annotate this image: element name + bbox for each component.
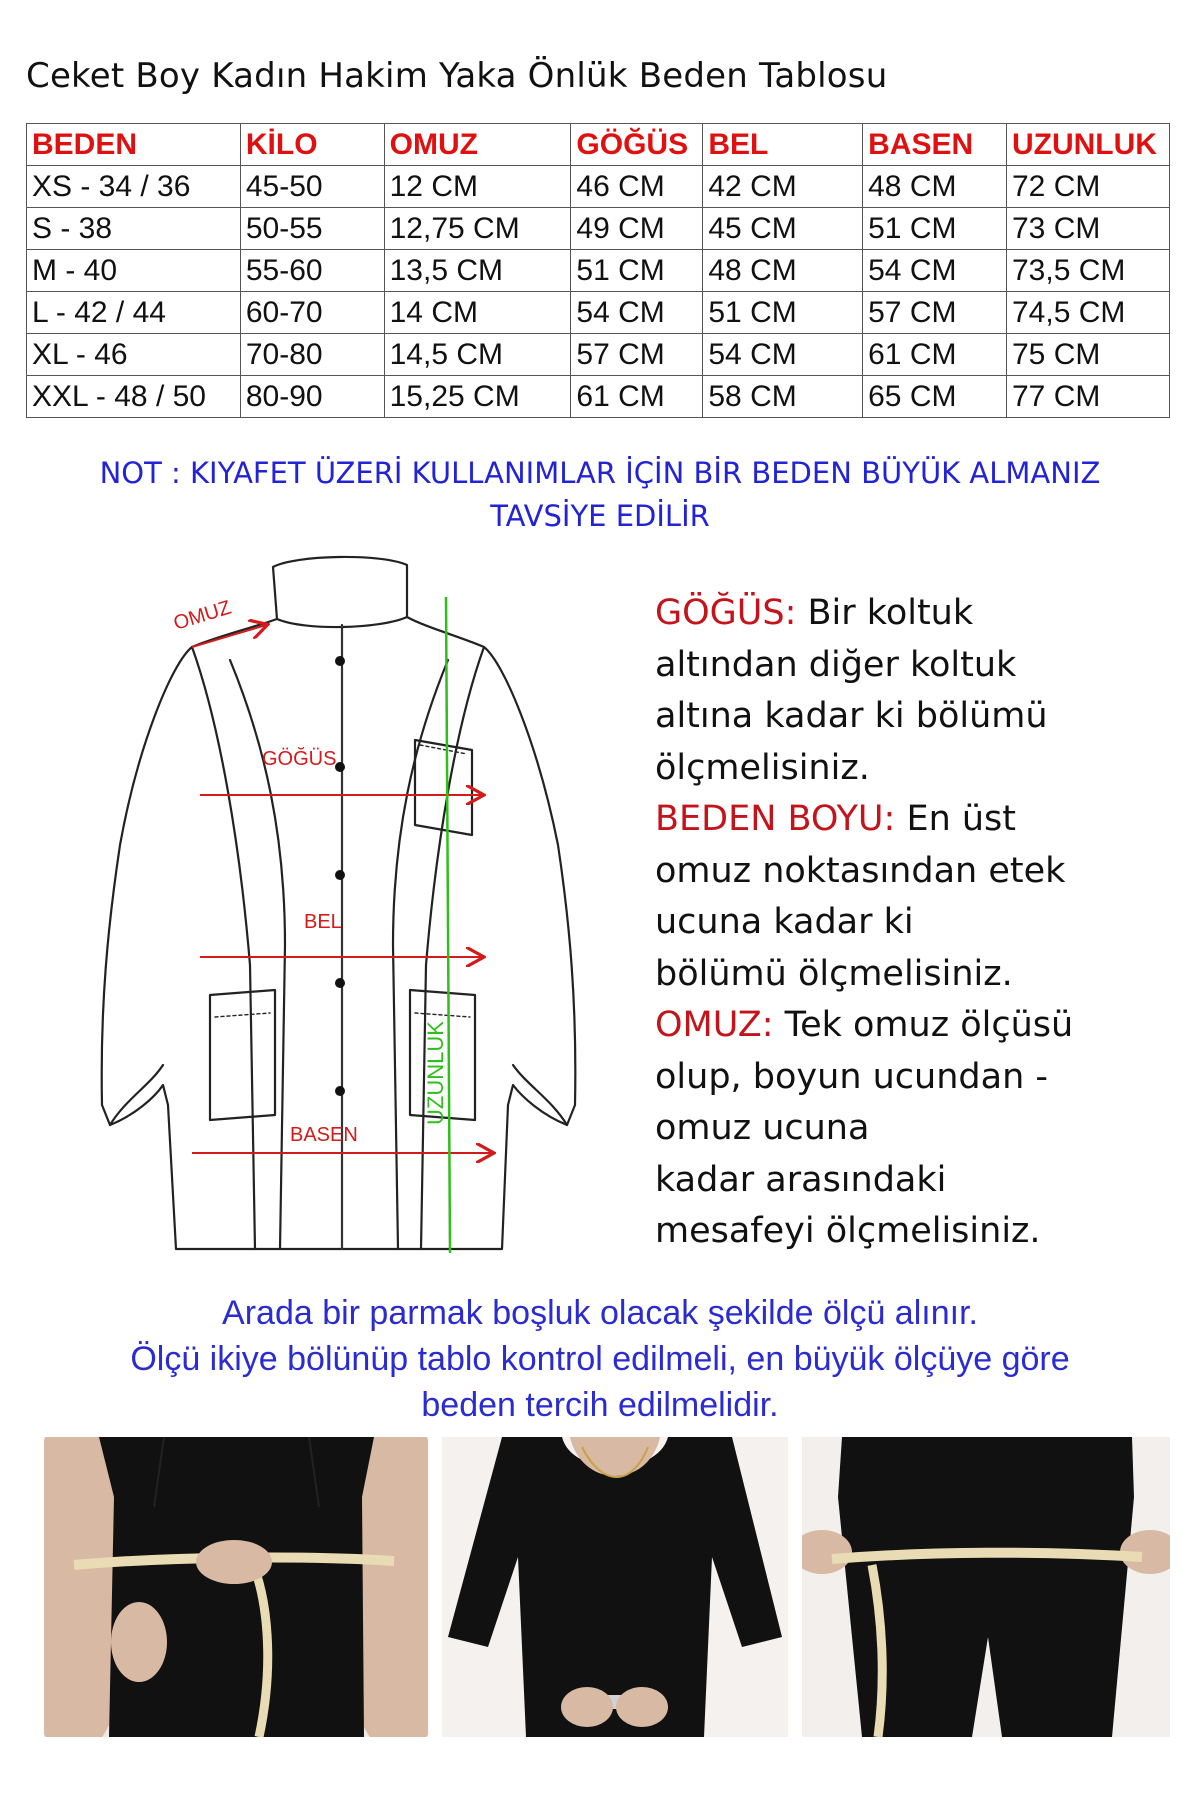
table-cell: 61 CM [863,334,1007,376]
header-beden: BEDEN [27,124,241,166]
table-cell: 14,5 CM [384,334,571,376]
basen-label: BASEN [290,1124,358,1146]
description-text: ölçmelisiniz. [655,747,870,788]
table-cell: 74,5 CM [1006,292,1169,334]
table-cell: 51 CM [571,250,703,292]
table-cell: 45-50 [240,166,384,208]
description-text: Bir koltuk [796,593,974,633]
size-note-line-2: TAVSİYE EDİLİR [490,499,710,533]
table-cell: 46 CM [571,166,703,208]
page-title: Ceket Boy Kadın Hakim Yaka Önlük Beden Tablosu [26,56,888,96]
table-cell: 73,5 CM [1006,250,1169,292]
table-cell: 48 CM [703,250,863,292]
gogus-description [655,588,1175,640]
description-text: olup, boyun ucundan - [655,1056,1049,1097]
description-text: Tek omuz ölçüsü [773,1005,1074,1045]
description-text: altından diğer koltuk [655,644,1017,685]
button-dots [335,656,345,1096]
header-omuz: OMUZ [384,124,571,166]
table-cell: 73 CM [1006,208,1169,250]
table-cell: XL - 46 [27,334,241,376]
table-cell: 60-70 [240,292,384,334]
right-armhole-seam [421,647,484,1249]
uzunluk-label: UZUNLUK [423,1021,448,1125]
measuring-hint-line-3: beden tercih edilmelidir. [421,1386,779,1424]
omuz-description-label: OMUZ: [655,1005,774,1045]
table-cell: 50-55 [240,208,384,250]
header-kilo: KİLO [240,124,384,166]
gogus-description-label: GÖĞÜS: [655,593,797,633]
jacket-diagram [80,545,610,1265]
header-gogus: GÖĞÜS [571,124,703,166]
jacket-outline [102,617,576,1249]
omuz-label: OMUZ [171,596,234,635]
uzunluk-measure-line [446,597,450,1253]
table-row [27,166,1170,208]
header-basen: BASEN [863,124,1007,166]
table-cell: M - 40 [27,250,241,292]
table-cell: 12,75 CM [384,208,571,250]
gogus-label: GÖĞÜS [262,748,337,770]
description-text: mesafeyi ölçmelisiniz. [655,1211,1041,1251]
description-text: omuz ucuna [655,1108,870,1148]
header-bel: BEL [703,124,863,166]
table-cell: 42 CM [703,166,863,208]
waist-measure-photo [442,1437,788,1737]
table-header-row [27,124,1170,166]
table-cell: 58 CM [703,376,863,418]
table-cell: 13,5 CM [384,250,571,292]
beden-boyu-description-label: BEDEN BOYU: [655,799,896,839]
table-cell: 77 CM [1006,376,1169,418]
description-text: omuz noktasından etek [655,850,1066,891]
table-row [27,250,1170,292]
size-table [26,123,1170,418]
description-text: bölümü ölçmelisiniz. [655,953,1013,994]
table-cell: 57 CM [571,334,703,376]
table-cell: 48 CM [863,166,1007,208]
table-cell: 45 CM [703,208,863,250]
omuz-measure-line [192,625,266,647]
table-cell: 12 CM [384,166,571,208]
table-row [27,334,1170,376]
hip-measure-photo [802,1437,1170,1737]
table-cell: XS - 34 / 36 [27,166,241,208]
left-armhole-seam [192,647,255,1249]
table-cell: 80-90 [240,376,384,418]
measuring-hint-line-2: Ölçü ikiye bölünüp tablo kontrol edilmeli, en büyük ölçüye göre [130,1340,1070,1378]
table-cell: XXL - 48 / 50 [27,376,241,418]
table-cell: 55-60 [240,250,384,292]
size-note-line-1: NOT : KIYAFET ÜZERİ KULLANIMLAR İÇİN BİR BEDEN BÜYÜK ALMANIZ [99,456,1101,490]
collar-outline [273,557,407,627]
table-cell: 49 CM [571,208,703,250]
table-cell: L - 42 / 44 [27,292,241,334]
table-cell: 54 CM [571,292,703,334]
table-cell: 61 CM [571,376,703,418]
table-cell: 72 CM [1006,166,1169,208]
omuz-description [655,1000,1175,1052]
table-row [27,208,1170,250]
table-cell: 51 CM [863,208,1007,250]
table-cell: 57 CM [863,292,1007,334]
table-cell: 51 CM [703,292,863,334]
beden-boyu-description [655,794,1175,846]
bel-label: BEL [304,911,342,933]
table-row [27,376,1170,418]
description-text: En üst [895,799,1017,839]
description-text: altına kadar ki bölümü [655,696,1048,736]
table-cell: 15,25 CM [384,376,571,418]
header-uzunluk: UZUNLUK [1006,124,1169,166]
table-cell: 65 CM [863,376,1007,418]
measuring-hint-line-1: Arada bir parmak boşluk olacak şekilde ölçü alınır. [222,1294,978,1332]
table-cell: 54 CM [703,334,863,376]
table-cell: S - 38 [27,208,241,250]
table-cell: 70-80 [240,334,384,376]
table-row [27,292,1170,334]
measurement-photos [44,1437,1170,1737]
measurement-descriptions [655,588,1175,1258]
chest-measure-photo [44,1437,428,1737]
description-text: kadar arasındaki [655,1159,947,1200]
table-cell: 14 CM [384,292,571,334]
table-cell: 75 CM [1006,334,1169,376]
table-cell: 54 CM [863,250,1007,292]
description-text: ucuna kadar ki [655,902,914,942]
